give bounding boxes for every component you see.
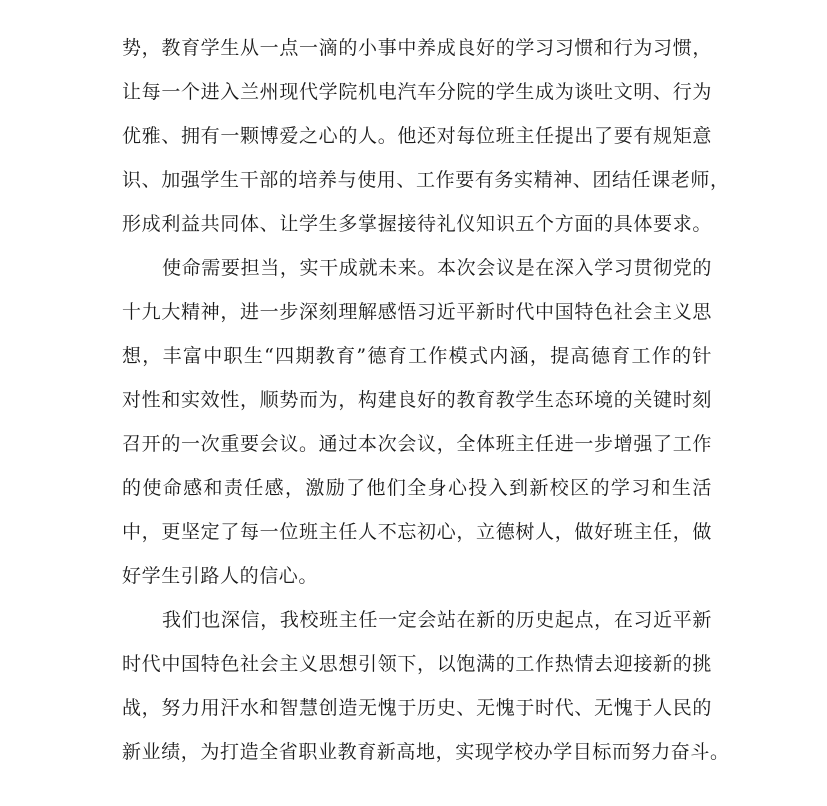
text-line: 的使命感和责任感，激励了他们全身心投入到新校区的学习和生活 [122,477,712,499]
text-line: 让每一个进入兰州现代学院机电汽车分院的学生成为谈吐文明、行为 [122,81,712,103]
text-line: 势，教育学生从一点一滴的小事中养成良好的学习习惯和行为习惯， [122,37,712,59]
text-line: 时代中国特色社会主义思想引领下，以饱满的工作热情去迎接新的挑 [122,653,712,675]
text-line: 想，丰富中职生“四期教育”德育工作模式内涵，提高德育工作的针 [122,345,712,367]
text-line-last: 好学生引路人的信心。 [122,565,319,587]
text-line-indented: 使命需要担当，实干成就未来。本次会议是在深入学习贯彻党的 [162,257,712,279]
text-line-indented: 我们也深信，我校班主任一定会站在新的历史起点，在习近平新 [162,609,712,631]
text-line: 新业绩，为打造全省职业教育新高地，实现学校办学目标而努力奋斗。 [122,741,730,763]
text-line: 识、加强学生干部的培养与使用、工作要有务实精神、团结任课老师， [122,169,730,191]
text-line: 对性和实效性，顺势而为，构建良好的教育教学生态环境的关键时刻 [122,389,712,411]
text-line: 形成利益共同体、让学生多掌握接待礼仪知识五个方面的具体要求。 [122,213,712,235]
text-line: 中，更坚定了每一位班主任人不忘初心，立德树人，做好班主任，做 [122,521,712,543]
text-line: 战，努力用汗水和智慧创造无愧于历史、无愧于时代、无愧于人民的 [122,697,712,719]
text-line: 召开的一次重要会议。通过本次会议，全体班主任进一步增强了工作 [122,433,712,455]
text-line: 优雅、拥有一颗博爱之心的人。他还对每位班主任提出了要有规矩意 [122,125,712,147]
text-line: 十九大精神，进一步深刻理解感悟习近平新时代中国特色社会主义思 [122,301,712,323]
